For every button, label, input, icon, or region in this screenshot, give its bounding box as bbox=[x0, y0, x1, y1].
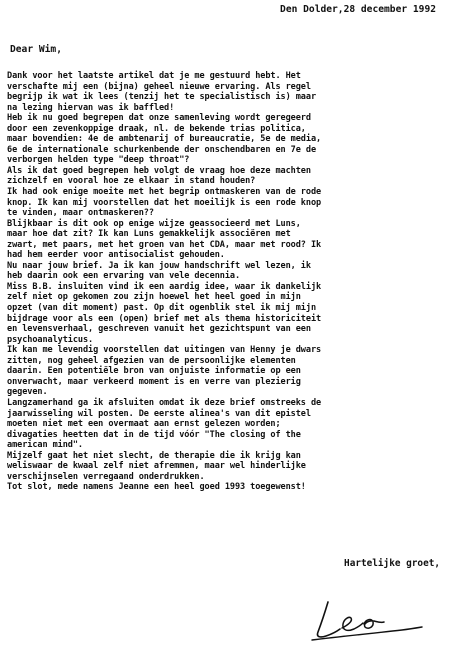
letter-line: zwart, met paars, met het groen van het CDA, maar met rood? Ik bbox=[7, 239, 322, 250]
letter-line: Als ik dat goed begrepen heb volgt de vraag hoe deze machten bbox=[7, 165, 311, 176]
letter-body bbox=[7, 71, 447, 493]
letter-line: Langzamerhand ga ik afsluiten omdat ik deze brief omstreeks de bbox=[7, 397, 322, 408]
letter-line: zitten, nog geheel afgezien van de persoonlijke elementen bbox=[7, 355, 296, 366]
letter-salutation: Dear Wim, bbox=[10, 44, 62, 55]
letter-line: Tot slot, mede namens Jeanne een heel goed 1993 toegewenst! bbox=[7, 482, 306, 493]
letter-line: bijdrage voor als een (open) brief met als thema historiciteit bbox=[7, 313, 322, 324]
letter-line: Ik kan me levendig voorstellen dat uitingen van Henny je dwars bbox=[7, 345, 322, 356]
letter-line: na lezing hiervan was ik baffled! bbox=[7, 102, 175, 113]
letter-closing: Hartelijke groet, bbox=[344, 558, 440, 569]
letter-line: american mind". bbox=[7, 440, 83, 451]
handwritten-signature bbox=[306, 588, 426, 648]
letter-line: te vinden, maar ontmaskeren?? bbox=[7, 208, 154, 219]
letter-line: zelf niet op gekomen zou zijn hoewel het heel goed in mijn bbox=[7, 292, 301, 303]
letter-line: divagaties heetten dat in de tijd vóór "The closing of the bbox=[7, 429, 301, 440]
letter-line: onverwacht, maar verkeerd moment is en verre van plezierig bbox=[7, 376, 301, 387]
letter-line: moeten niet met een overmaat aan ernst gelezen worden; bbox=[7, 419, 281, 430]
letter-dateline: Den Dolder,28 december 1992 bbox=[280, 4, 436, 15]
letter-line: verschijnselen verregaand onderdrukken. bbox=[7, 471, 205, 482]
letter-line: psychoanalyticus. bbox=[7, 334, 94, 345]
letter-line: verschafte mij een (bijna) geheel nieuwe ervaring. Als regel bbox=[7, 81, 311, 92]
letter-line: verborgen helden type "deep throat"? bbox=[7, 155, 190, 166]
letter-line: maar bovendien: 4e de ambtenarij of bureaucratie, 5e de media, bbox=[7, 134, 322, 145]
letter-line: begrijp ik wat ik lees (tenzij het te specialistisch is) maar bbox=[7, 92, 317, 103]
letter-line: zichzelf en vooral hoe ze elkaar in stand houden? bbox=[7, 176, 256, 187]
letter-line: weliswaar de kwaal zelf niet afremmen, maar wel hinderlijke bbox=[7, 461, 306, 472]
letter-line: en levensverhaal, geschreven vanuit het gezichtspunt van een bbox=[7, 324, 311, 335]
letter-line: Blijkbaar is dit ook op enige wijze geassocieerd met Luns, bbox=[7, 218, 301, 229]
letter-line: door een zevenkoppige draak, nl. de bekende trias politica, bbox=[7, 123, 306, 134]
letter-line: had hem eerder voor antisocialist gehouden. bbox=[7, 250, 225, 261]
letter-line: Ik had ook enige moeite met het begrip ontmaskeren van de rode bbox=[7, 187, 322, 198]
letter-line: maar hoe dat zit? Ik kan Luns gemakkelijk associëren met bbox=[7, 229, 291, 240]
letter-line: gegeven. bbox=[7, 387, 48, 398]
letter-line: Heb ik nu goed begrepen dat onze samenleving wordt geregeerd bbox=[7, 113, 311, 124]
letter-line: Nu naar jouw brief. Ja ik kan jouw handschrift wel lezen, ik bbox=[7, 260, 311, 271]
letter-line: Dank voor het laatste artikel dat je me gestuurd hebt. Het bbox=[7, 71, 301, 81]
letter-line: opzet (van dit moment) past. Op dit ogenblik stel ik mij mijn bbox=[7, 303, 317, 314]
letter-line: 6e de internationale schurkenbende der onschendbaren en 7e de bbox=[7, 144, 317, 155]
letter-line: knop. Ik kan mij voorstellen dat het moeilijk is een rode knop bbox=[7, 197, 322, 208]
letter-line: Miss B.B. insluiten vind ik een aardig idee, waar ik dankelijk bbox=[7, 281, 322, 292]
letter-line: jaarwisseling wil posten. De eerste alinea's van dit epistel bbox=[7, 408, 311, 419]
letter-line: Mijzelf gaat het niet slecht, de therapie die ik krijg kan bbox=[7, 450, 301, 461]
letter-line: heb daarin ook een ervaring van vele decennia. bbox=[7, 271, 241, 282]
letter-line: daarin. Een potentiële bron van onjuiste informatie op een bbox=[7, 366, 301, 377]
